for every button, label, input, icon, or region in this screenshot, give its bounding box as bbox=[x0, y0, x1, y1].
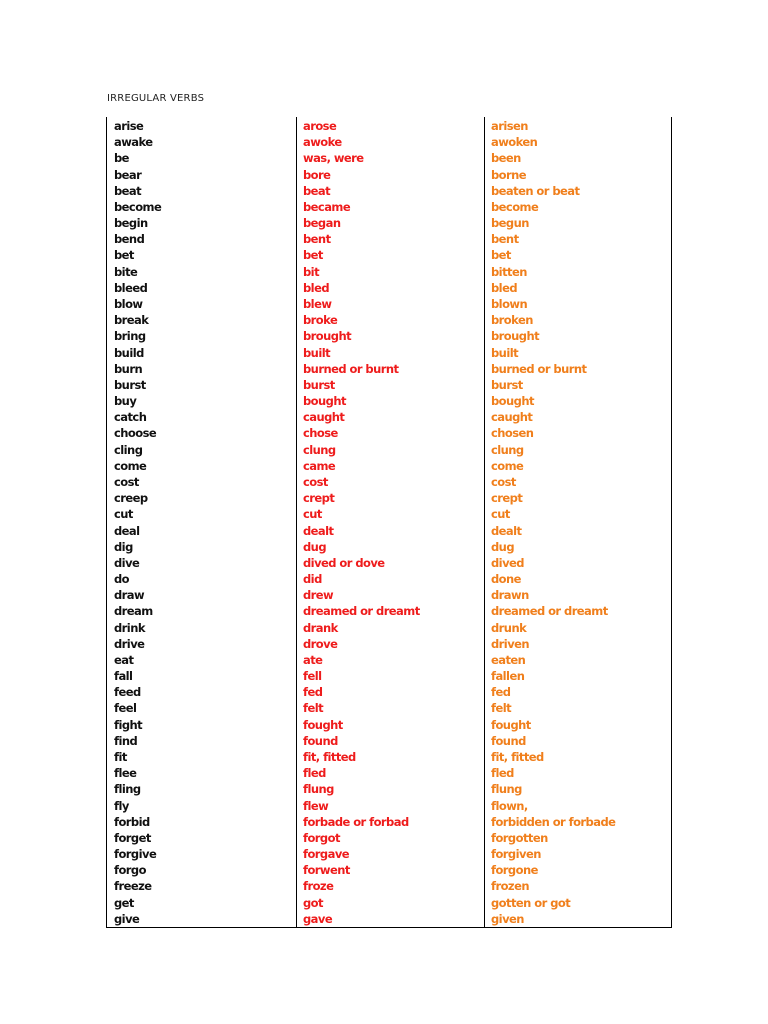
past-tense-cell: came bbox=[303, 458, 336, 473]
past-participle-cell: fit, fitted bbox=[491, 750, 544, 765]
past-tense-cell: found bbox=[303, 733, 338, 748]
past-participle-cell: found bbox=[491, 733, 526, 748]
past-tense-cell: bought bbox=[303, 394, 346, 409]
past-tense-cell: got bbox=[303, 895, 323, 910]
past-tense-cell: awoke bbox=[303, 135, 342, 150]
past-participle-cell: come bbox=[491, 458, 524, 473]
base-form-cell: give bbox=[114, 911, 140, 926]
document-title: IRREGULAR VERBS bbox=[107, 93, 205, 104]
base-form-cell: fit bbox=[114, 750, 127, 765]
base-form-cell: get bbox=[114, 895, 134, 910]
past-participle-cell: burned or burnt bbox=[491, 361, 587, 376]
base-form-cell: deal bbox=[114, 523, 140, 538]
base-form-cell: cut bbox=[114, 507, 133, 522]
past-participle-cell: caught bbox=[491, 410, 533, 425]
past-tense-cell: drove bbox=[303, 636, 338, 651]
past-participle-cell: bled bbox=[491, 280, 518, 295]
past-participle-cell: burst bbox=[491, 377, 523, 392]
past-participle-cell: forgiven bbox=[491, 847, 541, 862]
past-participle-cell: given bbox=[491, 911, 524, 926]
past-participle-cell: fled bbox=[491, 766, 514, 781]
past-participle-cell: bought bbox=[491, 394, 534, 409]
base-form-cell: bend bbox=[114, 232, 145, 247]
past-participle-cell: driven bbox=[491, 636, 530, 651]
past-participle-cell: blown bbox=[491, 296, 528, 311]
past-tense-cell: dealt bbox=[303, 523, 334, 538]
past-participle-cell: dreamed or dreamt bbox=[491, 604, 608, 619]
base-form-cell: feed bbox=[114, 685, 141, 700]
past-tense-cell: brought bbox=[303, 329, 352, 344]
base-form-cell: forget bbox=[114, 830, 151, 845]
base-form-cell: fling bbox=[114, 782, 141, 797]
past-tense-cell: dived or dove bbox=[303, 555, 385, 570]
past-tense-cell: beat bbox=[303, 183, 331, 198]
past-tense-cell: bled bbox=[303, 280, 330, 295]
past-participle-cell: dealt bbox=[491, 523, 522, 538]
past-participle-cell: drunk bbox=[491, 620, 527, 635]
base-form-cell: cling bbox=[114, 442, 143, 457]
past-tense-cell: fled bbox=[303, 766, 326, 781]
past-tense-cell: bent bbox=[303, 232, 331, 247]
past-tense-cell: cut bbox=[303, 507, 322, 522]
base-form-cell: forbid bbox=[114, 814, 150, 829]
past-participle-cell: bet bbox=[491, 248, 511, 263]
base-form-cell: catch bbox=[114, 410, 147, 425]
base-form-cell: burn bbox=[114, 361, 143, 376]
past-participle-cell: drawn bbox=[491, 588, 529, 603]
base-form-cell: burst bbox=[114, 377, 146, 392]
past-participle-cell: felt bbox=[491, 701, 512, 716]
past-participle-column bbox=[484, 117, 672, 927]
base-form-cell: choose bbox=[114, 426, 157, 441]
past-participle-cell: forgone bbox=[491, 863, 538, 878]
past-participle-cell: awoken bbox=[491, 135, 538, 150]
base-form-cell: blow bbox=[114, 296, 143, 311]
base-form-cell: bet bbox=[114, 248, 134, 263]
base-form-cell: bring bbox=[114, 329, 146, 344]
past-tense-cell: crept bbox=[303, 491, 335, 506]
past-participle-cell: broken bbox=[491, 313, 533, 328]
past-participle-cell: begun bbox=[491, 216, 529, 231]
past-tense-cell: built bbox=[303, 345, 331, 360]
past-tense-cell: became bbox=[303, 199, 351, 214]
past-tense-column bbox=[296, 117, 485, 927]
past-tense-cell: forgot bbox=[303, 830, 340, 845]
past-tense-cell: flung bbox=[303, 782, 334, 797]
irregular-verbs-table bbox=[106, 117, 672, 928]
base-form-cell: begin bbox=[114, 216, 148, 231]
past-participle-cell: fought bbox=[491, 717, 531, 732]
base-form-cell: find bbox=[114, 733, 138, 748]
past-tense-cell: bore bbox=[303, 167, 331, 182]
base-form-cell: draw bbox=[114, 588, 145, 603]
base-form-cell: do bbox=[114, 572, 130, 587]
past-tense-cell: drew bbox=[303, 588, 334, 603]
base-form-cell: bite bbox=[114, 264, 138, 279]
past-participle-cell: borne bbox=[491, 167, 527, 182]
past-participle-cell: become bbox=[491, 199, 539, 214]
base-form-cell: eat bbox=[114, 652, 134, 667]
base-form-cell: be bbox=[114, 151, 129, 166]
past-participle-cell: built bbox=[491, 345, 519, 360]
base-form-cell: freeze bbox=[114, 879, 152, 894]
base-form-cell: beat bbox=[114, 183, 142, 198]
base-form-cell: come bbox=[114, 458, 147, 473]
past-tense-cell: bit bbox=[303, 264, 320, 279]
past-tense-cell: fought bbox=[303, 717, 343, 732]
base-form-cell: cost bbox=[114, 474, 139, 489]
past-tense-cell: froze bbox=[303, 879, 334, 894]
past-tense-cell: caught bbox=[303, 410, 345, 425]
base-form-column bbox=[107, 117, 297, 927]
past-participle-cell: bent bbox=[491, 232, 519, 247]
past-tense-cell: drank bbox=[303, 620, 338, 635]
base-form-cell: break bbox=[114, 313, 149, 328]
past-participle-cell: frozen bbox=[491, 879, 529, 894]
base-form-cell: forgo bbox=[114, 863, 146, 878]
past-tense-cell: felt bbox=[303, 701, 324, 716]
past-tense-cell: forwent bbox=[303, 863, 350, 878]
past-tense-cell: dug bbox=[303, 539, 327, 554]
base-form-cell: feel bbox=[114, 701, 137, 716]
base-form-cell: dive bbox=[114, 555, 140, 570]
past-tense-cell: ate bbox=[303, 652, 323, 667]
past-participle-cell: dug bbox=[491, 539, 515, 554]
past-participle-cell: bitten bbox=[491, 264, 527, 279]
base-form-cell: awake bbox=[114, 135, 153, 150]
past-participle-cell: fed bbox=[491, 685, 511, 700]
past-tense-cell: was, were bbox=[303, 151, 364, 166]
past-participle-cell: clung bbox=[491, 442, 524, 457]
base-form-cell: drive bbox=[114, 636, 145, 651]
past-tense-cell: broke bbox=[303, 313, 338, 328]
past-participle-cell: chosen bbox=[491, 426, 534, 441]
past-participle-cell: been bbox=[491, 151, 521, 166]
base-form-cell: dig bbox=[114, 539, 133, 554]
base-form-cell: dream bbox=[114, 604, 153, 619]
base-form-cell: build bbox=[114, 345, 144, 360]
past-tense-cell: began bbox=[303, 216, 341, 231]
past-tense-cell: fed bbox=[303, 685, 323, 700]
past-participle-cell: cost bbox=[491, 474, 516, 489]
past-tense-cell: blew bbox=[303, 296, 332, 311]
past-tense-cell: arose bbox=[303, 119, 337, 133]
past-participle-cell: arisen bbox=[491, 119, 528, 133]
past-tense-cell: bet bbox=[303, 248, 323, 263]
past-participle-cell: crept bbox=[491, 491, 523, 506]
past-participle-cell: eaten bbox=[491, 652, 526, 667]
past-tense-cell: cost bbox=[303, 474, 328, 489]
past-participle-cell: dived bbox=[491, 555, 524, 570]
past-participle-cell: done bbox=[491, 572, 521, 587]
past-tense-cell: chose bbox=[303, 426, 338, 441]
past-participle-cell: brought bbox=[491, 329, 540, 344]
past-participle-cell: fallen bbox=[491, 669, 525, 684]
past-tense-cell: forbade or forbad bbox=[303, 814, 409, 829]
past-participle-cell: forgotten bbox=[491, 830, 548, 845]
past-tense-cell: dreamed or dreamt bbox=[303, 604, 420, 619]
past-participle-cell: forbidden or forbade bbox=[491, 814, 616, 829]
base-form-cell: arise bbox=[114, 119, 144, 133]
past-tense-cell: clung bbox=[303, 442, 336, 457]
base-form-cell: flee bbox=[114, 766, 137, 781]
base-form-cell: drink bbox=[114, 620, 145, 635]
base-form-cell: fly bbox=[114, 798, 129, 813]
past-tense-cell: burst bbox=[303, 377, 335, 392]
past-participle-cell: flown, bbox=[491, 798, 528, 813]
past-participle-cell: gotten or got bbox=[491, 895, 571, 910]
past-tense-cell: did bbox=[303, 572, 322, 587]
past-tense-cell: forgave bbox=[303, 847, 350, 862]
past-tense-cell: gave bbox=[303, 911, 333, 926]
base-form-cell: creep bbox=[114, 491, 148, 506]
base-form-cell: bear bbox=[114, 167, 142, 182]
past-participle-cell: beaten or beat bbox=[491, 183, 580, 198]
base-form-cell: bleed bbox=[114, 280, 148, 295]
base-form-cell: become bbox=[114, 199, 162, 214]
past-participle-cell: flung bbox=[491, 782, 522, 797]
base-form-cell: buy bbox=[114, 394, 137, 409]
past-participle-cell: cut bbox=[491, 507, 510, 522]
base-form-cell: fall bbox=[114, 669, 133, 684]
past-tense-cell: fit, fitted bbox=[303, 750, 356, 765]
past-tense-cell: fell bbox=[303, 669, 322, 684]
past-tense-cell: flew bbox=[303, 798, 329, 813]
base-form-cell: fight bbox=[114, 717, 143, 732]
past-tense-cell: burned or burnt bbox=[303, 361, 399, 376]
base-form-cell: forgive bbox=[114, 847, 157, 862]
